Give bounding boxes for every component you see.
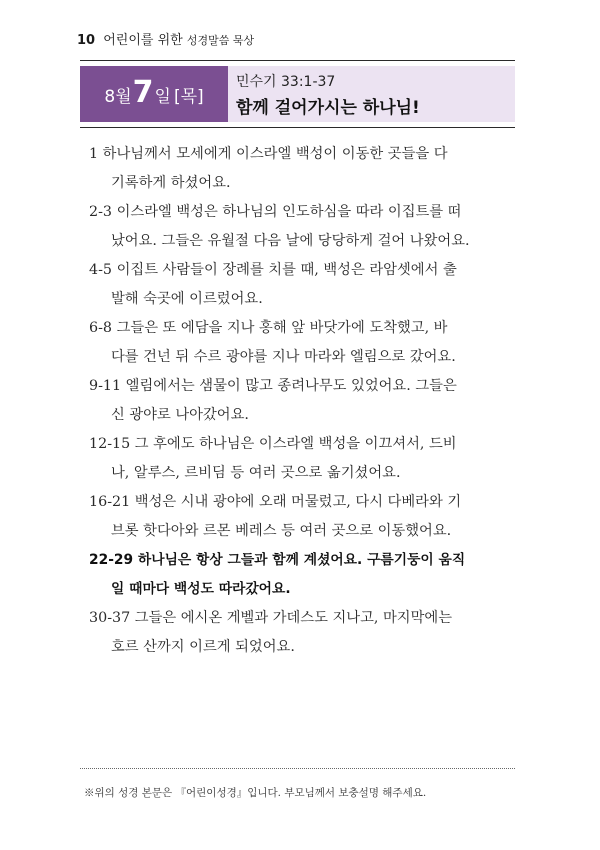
- verse-item: [89, 488, 515, 546]
- date-day: 7: [132, 74, 154, 110]
- footnote-divider: [80, 768, 515, 769]
- passage-title-box: [228, 66, 515, 122]
- passage-title: 함께 걸어가시는 하나님!: [236, 98, 420, 118]
- verse-item: [89, 430, 515, 488]
- verse-line: 기록하게 하셨어요.: [111, 175, 231, 191]
- verse-item: [89, 140, 515, 198]
- verse-line: 호르 산까지 이르게 되었어요.: [111, 639, 295, 655]
- verse-item: [89, 256, 515, 314]
- verse-item-highlighted: [89, 546, 515, 604]
- date-day-suffix: 일: [154, 86, 171, 107]
- verse-line: 22-29 하나님은 항상 그들과 함께 계셨어요. 구름기둥이 움직: [89, 552, 466, 568]
- verse-item: [89, 198, 515, 256]
- verse-line: 12-15 그 후에도 하나님은 이스라엘 백성을 이끄셔서, 드비: [89, 436, 457, 452]
- book-title: 어린이를 위한: [103, 33, 183, 48]
- verse-line: 발해 숙곳에 이르렀어요.: [111, 291, 263, 307]
- verse-line: 1 하나님께서 모세에게 이스라엘 백성이 이동한 곳들을 다: [89, 146, 448, 162]
- verse-list: [89, 140, 515, 662]
- running-head: [77, 29, 254, 48]
- passage-reference: 민수기 33:1-37: [236, 74, 336, 90]
- verse-item: [89, 604, 515, 662]
- date-weekday: [목]: [173, 86, 204, 107]
- verse-line: 6-8 그들은 또 에담을 지나 홍해 앞 바닷가에 도착했고, 바: [89, 320, 448, 336]
- header-rule-bottom: [80, 127, 515, 128]
- verse-line: 브롯 핫다아와 르몬 베레스 등 여러 곳으로 이동했어요.: [111, 523, 452, 539]
- verse-line: 9-11 엘림에서는 샘물이 많고 종려나무도 있었어요. 그들은: [89, 378, 457, 394]
- date-box: [80, 66, 228, 122]
- verse-line: 신 광야로 나아갔어요.: [111, 407, 249, 423]
- date-month: 8월: [104, 86, 132, 107]
- footnote: ※위의 성경 본문은 『어린이성경』입니다. 부모님께서 보충설명 해주세요.: [84, 787, 427, 799]
- verse-line: 일 때마다 백성도 따라갔어요.: [111, 581, 291, 597]
- verse-line: 다를 건넌 뒤 수르 광야를 지나 마라와 엘림으로 갔어요.: [111, 349, 456, 365]
- verse-line: 30-37 그들은 에시온 게벨과 가데스도 지나고, 마지막에는: [89, 610, 453, 626]
- verse-item: [89, 372, 515, 430]
- verse-line: 나, 알루스, 르비딤 등 여러 곳으로 옮기셨어요.: [111, 465, 401, 481]
- verse-item: [89, 314, 515, 372]
- book-subtitle: 성경말씀 묵상: [186, 34, 255, 47]
- verse-line: 16-21 백성은 시내 광야에 오래 머물렀고, 다시 다베라와 기: [89, 494, 462, 510]
- verse-line: 2-3 이스라엘 백성은 하나님의 인도하심을 따라 이집트를 떠: [89, 204, 462, 220]
- verse-line: 났어요. 그들은 유월절 다음 날에 당당하게 걸어 나왔어요.: [111, 233, 470, 249]
- verse-line: 4-5 이집트 사람들이 장례를 치를 때, 백성은 라암셋에서 출: [89, 262, 457, 278]
- header-rule-top: [80, 60, 515, 61]
- page-number: 10: [77, 33, 96, 48]
